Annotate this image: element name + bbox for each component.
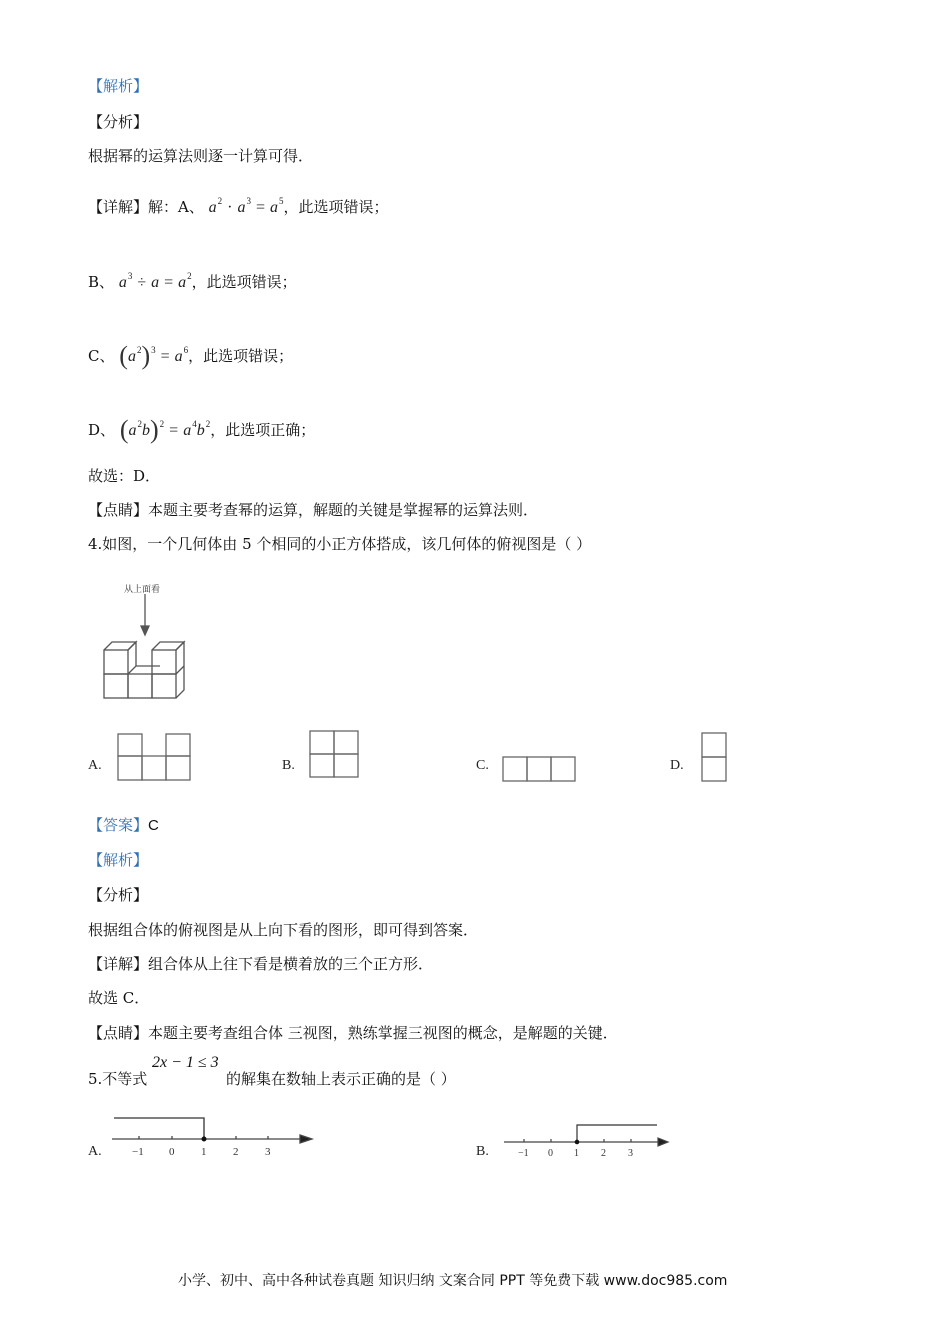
line-d bbox=[88, 414, 316, 444]
xiangjie-lead: 解：A、 bbox=[148, 198, 204, 216]
q4-answer bbox=[88, 815, 159, 836]
cube-front bbox=[152, 674, 176, 698]
q5-stem-prefix: 5.不等式 bbox=[88, 1070, 148, 1088]
q4-option-c-figure bbox=[502, 756, 576, 782]
q5-inequality: 2x − 1 ≤ 3 bbox=[152, 1054, 219, 1071]
q4-dianjing bbox=[88, 1023, 618, 1043]
formula-c: $(a^2)^3 = a^6$ bbox=[119, 341, 189, 370]
dianjing-tag: 【点睛】 bbox=[88, 1024, 149, 1042]
c-prefix: C、 bbox=[88, 347, 115, 365]
q4-option-b-label: B. bbox=[282, 758, 295, 773]
cube-front bbox=[104, 674, 128, 698]
tick-label: 1 bbox=[201, 1146, 207, 1158]
tick-label: 1 bbox=[574, 1148, 579, 1159]
line-b bbox=[88, 266, 297, 293]
dianjing-tag: 【点睛】 bbox=[88, 501, 149, 519]
d-prefix: D、 bbox=[88, 421, 116, 439]
dianjing-text: 本题主要考查组合体 三视图，熟练掌握三视图的概念，是解题的关键． bbox=[148, 1024, 618, 1042]
dianjing-text: 本题主要考查幂的运算，解题的关键是掌握幂的运算法则． bbox=[148, 501, 539, 519]
answer-value: C bbox=[148, 817, 159, 834]
tick-label: 3 bbox=[265, 1146, 271, 1158]
tick-label: −1 bbox=[132, 1146, 144, 1158]
q4-option-c-label: C. bbox=[476, 758, 489, 773]
q4-option-b-figure bbox=[309, 730, 359, 778]
cube-side bbox=[128, 642, 136, 666]
cube-front bbox=[152, 650, 176, 674]
formula-d: $(a^2b)^2 = a^4b^2$ bbox=[119, 415, 211, 444]
c-suffix: ，此选项错误； bbox=[188, 347, 294, 365]
xiangjie-line-a bbox=[88, 191, 389, 218]
cube-front bbox=[104, 650, 128, 674]
q4-jiexi: 【解析】 bbox=[88, 851, 149, 869]
b-suffix: ，此选项错误； bbox=[191, 273, 297, 291]
d-suffix: ，此选项正确； bbox=[210, 421, 316, 439]
cube-top bbox=[128, 666, 160, 674]
cube-front bbox=[128, 674, 152, 698]
b-prefix: B、 bbox=[88, 273, 115, 291]
q4-option-d-label: D. bbox=[670, 758, 684, 773]
a-suffix: ，此选项错误； bbox=[283, 198, 389, 216]
formula-b: $a^3 \div a = a^2$ bbox=[118, 271, 192, 291]
xiangjie-text: 组合体从上往下看是横着放的三个正方形． bbox=[148, 955, 434, 973]
answer-tag: 【答案】 bbox=[88, 816, 149, 834]
fenxi-heading: 【分析】 bbox=[88, 113, 149, 131]
q5-option-a-label: A. bbox=[88, 1144, 102, 1159]
xiangjie-tag: 【详解】 bbox=[88, 955, 149, 973]
cube-figure bbox=[100, 594, 195, 704]
guxuan-q3: 故选：D． bbox=[88, 467, 161, 485]
q4-option-a-label: A. bbox=[88, 758, 102, 773]
q4-fenxi-text: 根据组合体的俯视图是从上向下看的图形，即可得到答案． bbox=[88, 921, 479, 939]
q4-xiangjie bbox=[88, 954, 433, 974]
view-arrow-head bbox=[141, 626, 149, 635]
formula-a: $a^2 \cdot a^3 = a^5$ bbox=[208, 196, 284, 216]
tick-label: 0 bbox=[169, 1146, 175, 1158]
q4-option-d-figure bbox=[701, 732, 727, 782]
tick-label: 2 bbox=[601, 1148, 606, 1159]
cube-edge bbox=[176, 666, 184, 674]
tick-label: 3 bbox=[628, 1148, 633, 1159]
q4-guxuan: 故选 C． bbox=[88, 989, 150, 1007]
tick-label: 2 bbox=[233, 1146, 239, 1158]
tick-label: −1 bbox=[518, 1148, 529, 1159]
q4-stem: 4.如图，一个几何体由 5 个相同的小正方体搭成，该几何体的俯视图是（ ） bbox=[88, 535, 592, 553]
view-direction-label: 从上面看 bbox=[124, 585, 161, 595]
dianjing-q3 bbox=[88, 500, 538, 520]
q4-option-a-figure bbox=[117, 733, 191, 781]
q4-fenxi: 【分析】 bbox=[88, 886, 149, 904]
xiangjie-tag: 【详解】 bbox=[88, 198, 149, 216]
q5-stem-suffix: 的解集在数轴上表示正确的是（ ） bbox=[226, 1070, 456, 1088]
fenxi-text: 根据幂的运算法则逐一计算可得． bbox=[88, 147, 314, 165]
q5-option-b-label: B. bbox=[476, 1144, 489, 1159]
jiexi-heading: 【解析】 bbox=[88, 77, 149, 95]
tick-label: 0 bbox=[548, 1148, 553, 1159]
footer-text: 小学、初中、高中各种试卷真题 知识归纳 文案合同 PPT 等免费下载 www.doc985.com bbox=[178, 1273, 728, 1289]
line-c bbox=[88, 340, 294, 370]
